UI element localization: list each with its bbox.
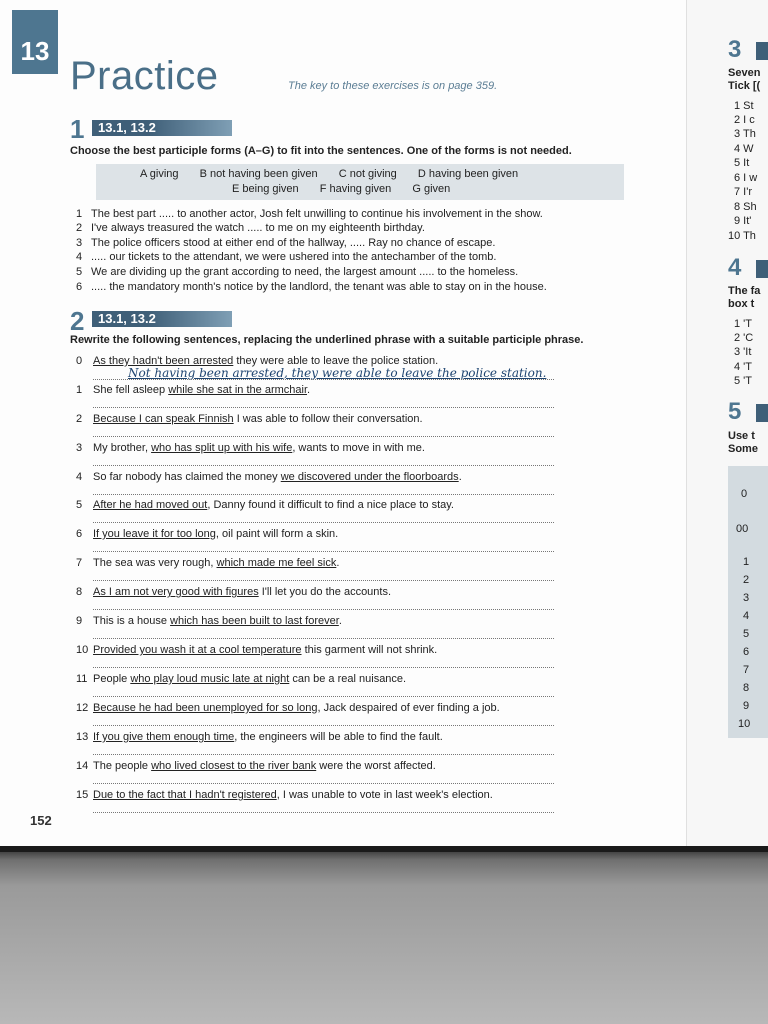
answer-line bbox=[93, 378, 554, 380]
exercise-1-item: 5 We are dividing up the grant according to need, the largest amount ..... to the homeless. bbox=[76, 266, 519, 278]
right-section-bar bbox=[756, 260, 768, 278]
right-section-5-number: 5 bbox=[728, 398, 742, 425]
right-item: 2 'C bbox=[734, 332, 754, 344]
answer-key-note: The key to these exercises is on page 359. bbox=[288, 80, 498, 92]
answer-line[interactable] bbox=[93, 782, 554, 784]
option-a: A giving bbox=[140, 168, 179, 180]
unit-tab: 13 bbox=[12, 10, 58, 74]
right-row-number: 6 bbox=[743, 646, 750, 658]
answer-line[interactable] bbox=[93, 493, 554, 495]
right-text: Seven bbox=[728, 67, 761, 79]
right-item: 8 Sh bbox=[734, 201, 757, 213]
option-e: E being given bbox=[232, 183, 299, 195]
section-1-number: 1 bbox=[70, 114, 85, 144]
right-row-number: 9 bbox=[743, 700, 750, 712]
exercise-2-item: 3 My brother, who has split up with his wife, wants to move in with me. bbox=[76, 442, 425, 454]
right-item: 3 'It bbox=[734, 346, 752, 358]
option-g: G given bbox=[412, 183, 451, 195]
option-d: D having been given bbox=[417, 168, 519, 180]
right-row-number: 8 bbox=[743, 682, 750, 694]
right-item: 2 I c bbox=[734, 114, 755, 126]
exercise-2-item: 12 Because he had been unemployed for so long, Jack despaired of ever finding a job. bbox=[76, 702, 500, 714]
right-item: 4 W bbox=[734, 143, 754, 155]
exercise-1-item: 2 I've always treasured the watch ..... to me on my eighteenth birthday. bbox=[76, 222, 425, 234]
exercise-1-item: 3 The police officers stood at either end of the hallway, ..... Ray no chance of escape. bbox=[76, 237, 496, 249]
right-text: box t bbox=[728, 298, 755, 310]
right-section-3-number: 3 bbox=[728, 36, 742, 63]
exercise-2-item: 6 If you leave it for too long, oil paint will form a skin. bbox=[76, 528, 339, 540]
option-f: F having given bbox=[319, 183, 392, 195]
right-item: 1 'T bbox=[734, 318, 752, 330]
answer-line[interactable] bbox=[93, 579, 554, 581]
section-1-instruction: Choose the best participle forms (A–G) to fit into the sentences. One of the forms is not needed. bbox=[70, 145, 572, 157]
right-item: 9 It' bbox=[734, 215, 752, 227]
section-2-number: 2 bbox=[70, 306, 85, 336]
scanner-background bbox=[0, 846, 768, 1024]
right-item: 3 Th bbox=[734, 128, 756, 140]
answer-line[interactable] bbox=[93, 695, 554, 697]
right-text: The fa bbox=[728, 285, 761, 297]
exercise-1-item: 6 ..... the mandatory month's notice by the landlord, the tenant was able to stay on in the house. bbox=[76, 281, 547, 293]
answer-line[interactable] bbox=[93, 464, 554, 466]
exercise-2-item: 13 If you give them enough time, the engineers will be able to find the fault. bbox=[76, 731, 443, 743]
right-row-number: 10 bbox=[738, 718, 751, 730]
exercise-2-item: 11 People who play loud music late at night can be a real nuisance. bbox=[76, 673, 407, 685]
right-item: 1 St bbox=[734, 100, 754, 112]
answer-line[interactable] bbox=[93, 811, 554, 813]
right-row-number: 2 bbox=[743, 574, 750, 586]
right-item: 7 I'r bbox=[734, 186, 752, 198]
answer-line[interactable] bbox=[93, 521, 554, 523]
answer-line[interactable] bbox=[93, 724, 554, 726]
page-number: 152 bbox=[30, 813, 52, 828]
right-row-number: 0 bbox=[741, 488, 748, 500]
right-section-bar bbox=[756, 404, 768, 422]
options-row-1 bbox=[140, 168, 536, 180]
answer-line[interactable] bbox=[93, 753, 554, 755]
right-row-number: 1 bbox=[743, 556, 750, 568]
page-edge-shadow bbox=[0, 846, 768, 852]
page-title: Practice bbox=[70, 54, 219, 98]
right-item: 5 It bbox=[734, 157, 750, 169]
right-text: Use t bbox=[728, 430, 755, 442]
answer-line[interactable] bbox=[93, 550, 554, 552]
right-item: 6 I w bbox=[734, 172, 758, 184]
right-text: Some bbox=[728, 443, 758, 455]
exercise-1-item: 4 ..... our tickets to the attendant, we were ushered into the antechamber of the tomb. bbox=[76, 251, 497, 263]
right-section-bar bbox=[756, 42, 768, 60]
options-row-2 bbox=[232, 183, 468, 195]
exercise-1-item: 1 The best part ..... to another actor, Josh felt unwilling to continue his involvement in the show. bbox=[76, 208, 543, 220]
right-item: 4 'T bbox=[734, 361, 752, 373]
answer-line[interactable] bbox=[93, 608, 554, 610]
right-row-number: 4 bbox=[743, 610, 750, 622]
exercise-2-item: 2 Because I can speak Finnish I was able to follow their conversation. bbox=[76, 413, 423, 425]
section-2-instruction: Rewrite the following sentences, replacing the underlined phrase with a suitable participle phrase. bbox=[70, 334, 584, 346]
exercise-2-item: 15 Due to the fact that I hadn't registered, I was unable to vote in last week's election. bbox=[76, 789, 493, 801]
answer-line[interactable] bbox=[93, 435, 554, 437]
exercise-2-item: 10 Provided you wash it at a cool temperature this garment will not shrink. bbox=[76, 644, 438, 656]
exercise-2-item: 9 This is a house which has been built to last forever. bbox=[76, 615, 342, 627]
exercise-2-item: 1 She fell asleep while she sat in the armchair. bbox=[76, 384, 311, 396]
option-b: B not having been given bbox=[199, 168, 318, 180]
right-section-4-number: 4 bbox=[728, 254, 742, 281]
right-text: Tick [( bbox=[728, 80, 761, 92]
option-c: C not giving bbox=[338, 168, 397, 180]
right-row-number: 5 bbox=[743, 628, 750, 640]
right-item: 10 Th bbox=[728, 230, 756, 242]
exercise-2-item: 4 So far nobody has claimed the money we discovered under the floorboards. bbox=[76, 471, 462, 483]
answer-line[interactable] bbox=[93, 637, 554, 639]
section-2-refs: 13.1, 13.2 bbox=[92, 311, 232, 327]
exercise-2-item: 8 As I am not very good with figures I'll let you do the accounts. bbox=[76, 586, 392, 598]
exercise-2-item: 7 The sea was very rough, which made me feel sick. bbox=[76, 557, 340, 569]
section-1-refs: 13.1, 13.2 bbox=[92, 120, 232, 136]
exercise-2-item: 0 As they hadn't been arrested they were able to leave the police station. bbox=[76, 355, 439, 367]
exercise-2-item: 5 After he had moved out, Danny found it difficult to find a nice place to stay. bbox=[76, 499, 454, 511]
exercise-2-item: 14 The people who lived closest to the river bank were the worst affected. bbox=[76, 760, 436, 772]
answer-line[interactable] bbox=[93, 666, 554, 668]
right-row-number: 7 bbox=[743, 664, 750, 676]
right-row-number: 00 bbox=[736, 523, 749, 535]
right-item: 5 'T bbox=[734, 375, 752, 387]
answer-line[interactable] bbox=[93, 406, 554, 408]
example-answer-handwritten: Not having been arrested, they were able to leave the police station. bbox=[128, 366, 547, 380]
right-row-number: 3 bbox=[743, 592, 750, 604]
